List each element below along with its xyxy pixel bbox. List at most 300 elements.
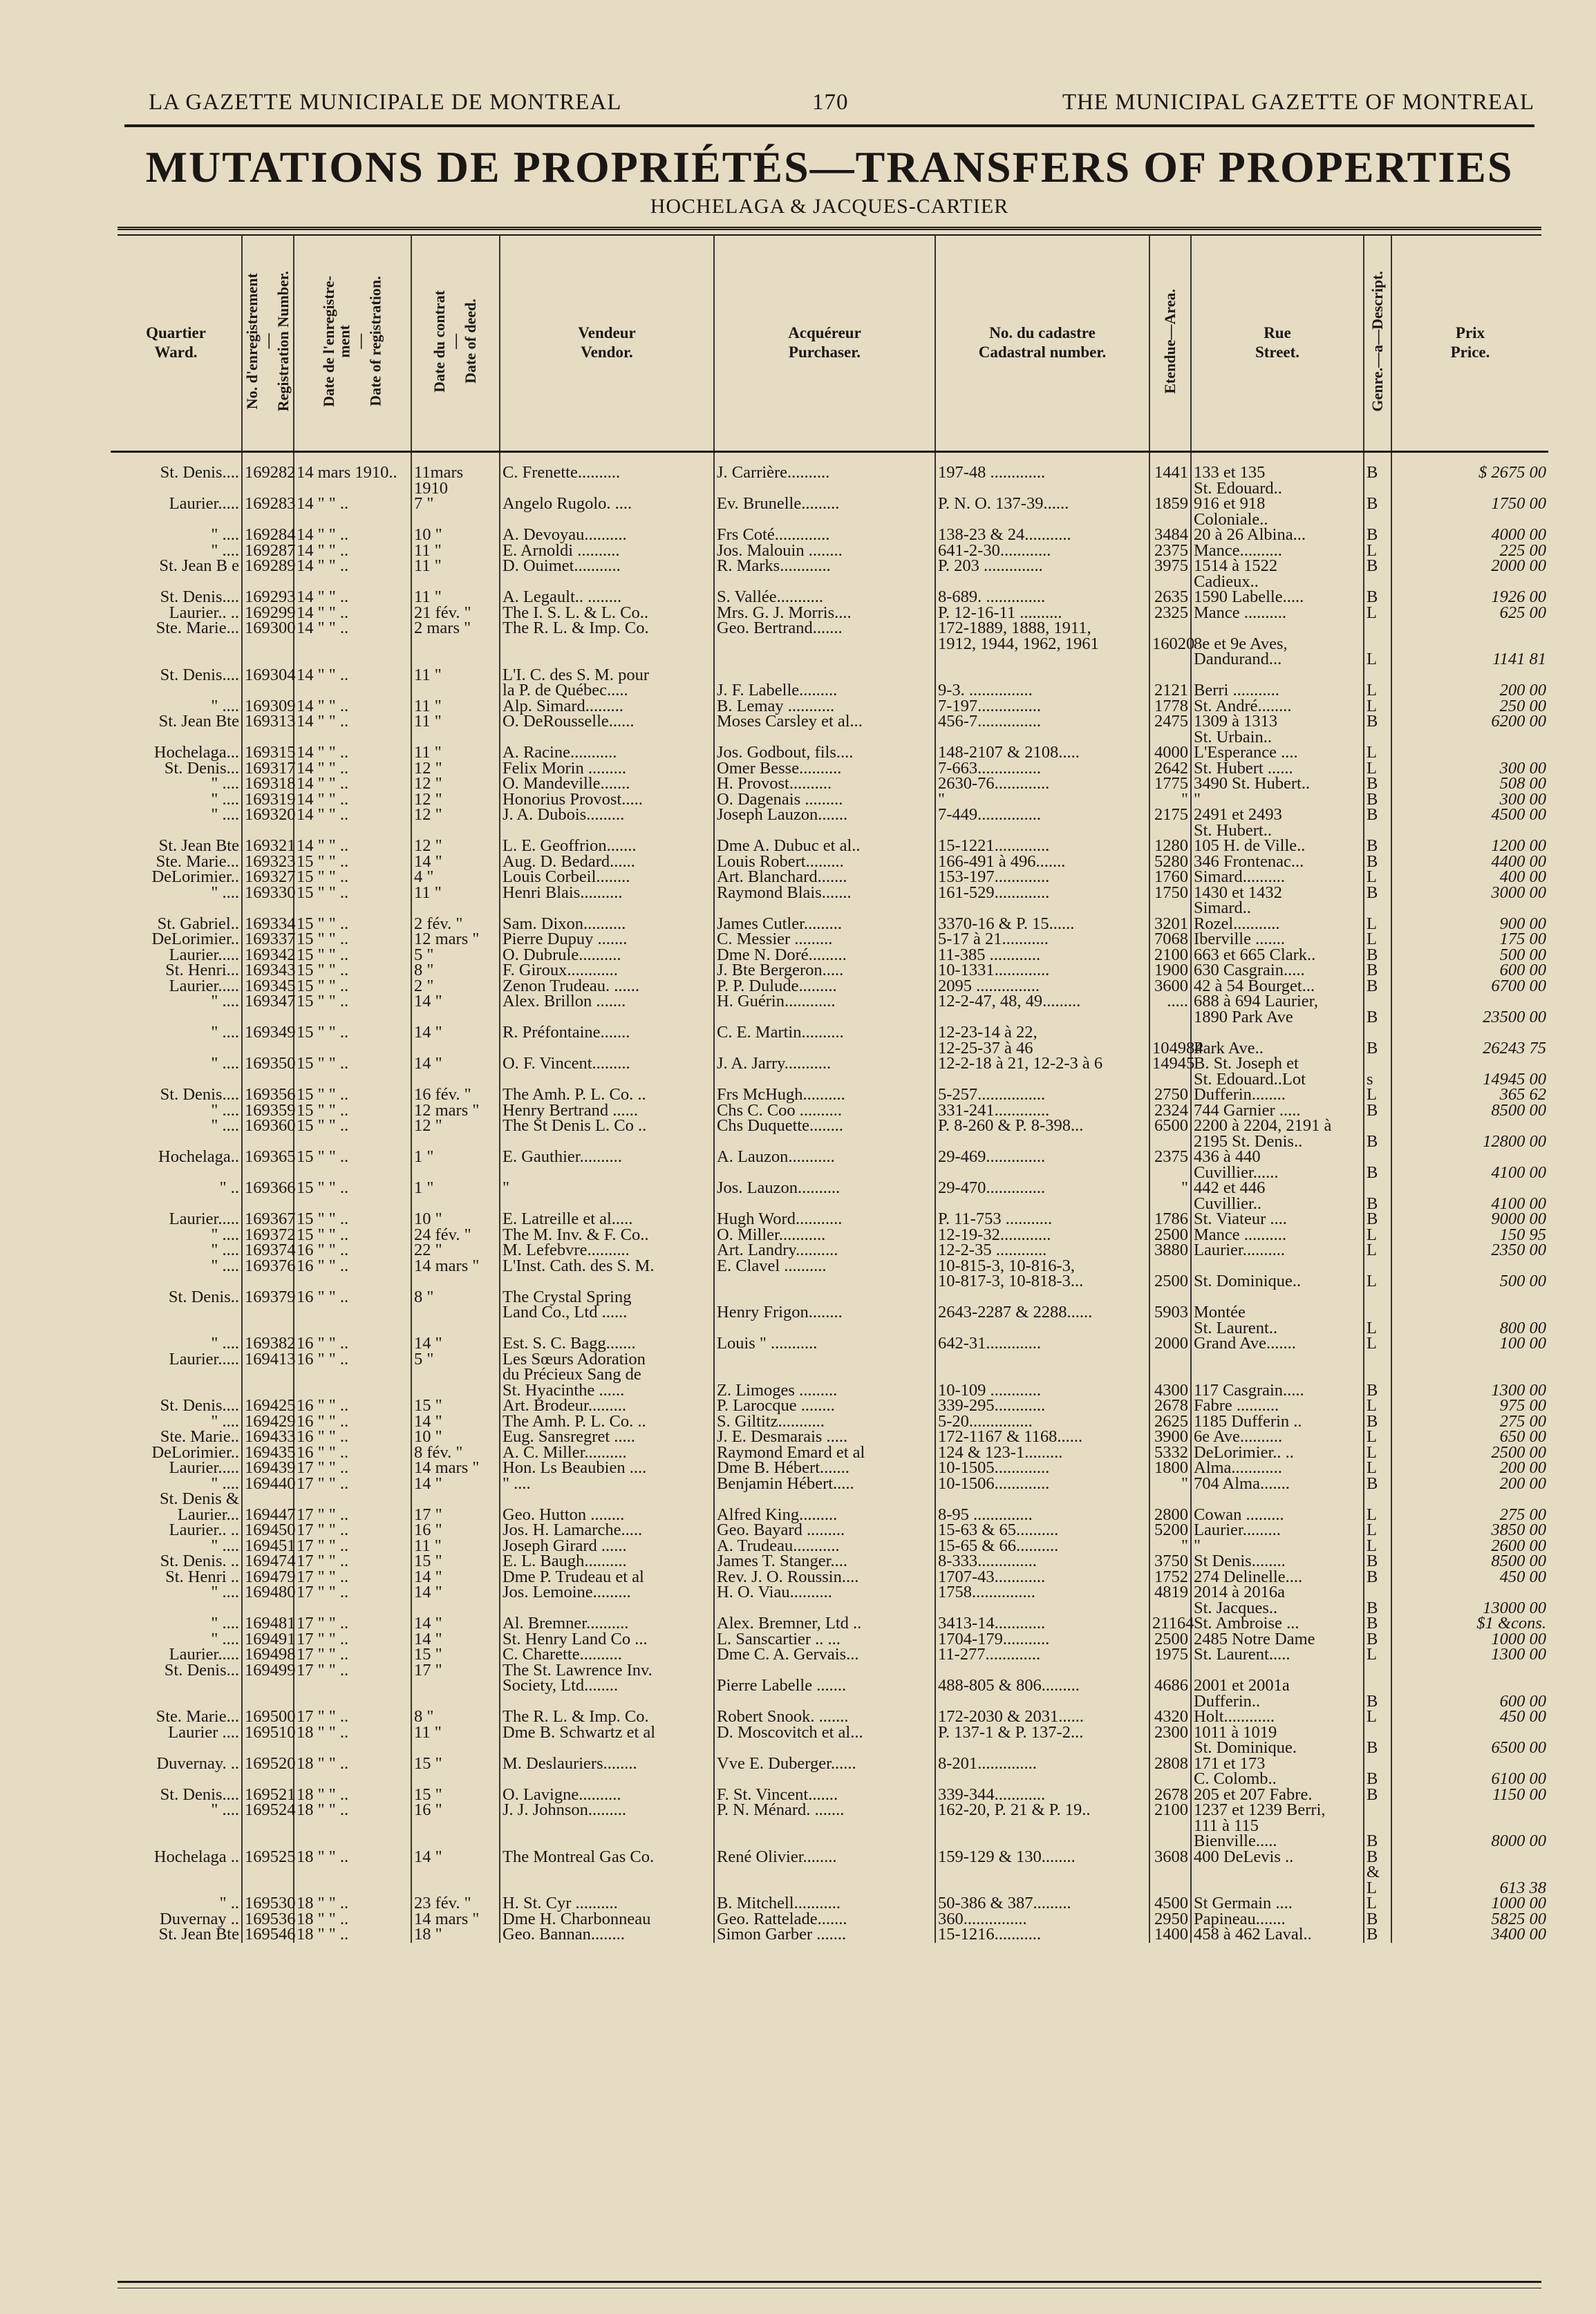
area-cell: ..... <box>1149 994 1191 1025</box>
cadastral-cell: 29-469.............. <box>935 1149 1149 1180</box>
vendor-cell: The St Denis L. Co .. <box>500 1118 714 1149</box>
purchaser-cell: A. Trudeau........... <box>714 1539 935 1554</box>
reg-number-cell: 169429 <box>242 1414 294 1430</box>
ward-cell: " .... <box>111 1103 242 1119</box>
reg-date-cell: 14 " " .. <box>294 543 411 559</box>
description-cell: L <box>1364 1445 1391 1461</box>
street-cell: Montée St. Laurent.. <box>1191 1290 1364 1337</box>
table-row <box>111 1056 1548 1087</box>
street-cell: L'Esperance .... <box>1191 745 1364 761</box>
area-cell: 4500 <box>1149 1896 1191 1912</box>
cadastral-cell: 331-241............. <box>935 1103 1149 1119</box>
street-cell: 2491 et 2493 St. Hubert.. <box>1191 807 1364 838</box>
cadastral-cell: 7-197............... <box>935 699 1149 715</box>
area-cell: 3608 <box>1149 1850 1191 1897</box>
cadastral-cell: 9-3. ............... <box>935 668 1149 699</box>
price-cell: 3850 00 <box>1491 1521 1546 1539</box>
deed-date-cell: 14 " <box>411 1476 500 1492</box>
street-cell: 630 Casgrain..... <box>1191 963 1364 979</box>
purchaser-cell: H. O. Viau.......... <box>714 1585 935 1616</box>
area-cell: 1900 <box>1149 963 1191 979</box>
table-row <box>111 1259 1548 1290</box>
purchaser-cell: Alex. Bremner, Ltd .. <box>714 1616 935 1632</box>
description-cell: B <box>1364 776 1391 792</box>
col-ward: Quartier Ward. <box>111 235 242 452</box>
street-cell: Holt............ <box>1191 1709 1364 1725</box>
area-cell: 1280 <box>1149 838 1191 854</box>
table-row <box>111 1180 1548 1212</box>
vendor-cell: J. A. Dubois......... <box>500 807 714 838</box>
street-cell: Simard.......... <box>1191 869 1364 885</box>
reg-number-cell: 169366 <box>242 1180 294 1212</box>
description-cell: B <box>1364 1149 1391 1180</box>
ward-cell: " .... <box>111 699 242 715</box>
price-cell: 150 95 <box>1499 1225 1546 1244</box>
description-cell: B <box>1364 452 1391 497</box>
purchaser-cell: Geo. Bertrand....... <box>714 621 935 668</box>
price-cell: 1750 00 <box>1491 494 1546 513</box>
description-cell: B <box>1364 948 1391 963</box>
street-cell: 688 à 694 Laurier, 1890 Park Ave <box>1191 994 1364 1025</box>
description-cell: s <box>1364 1056 1391 1087</box>
deed-date-cell: 2 fév. " <box>411 916 500 932</box>
ward-cell: " .... <box>111 1056 242 1087</box>
table-row <box>111 1756 1548 1787</box>
reg-date-cell: 15 " " .. <box>294 854 411 870</box>
description-cell: L <box>1364 1709 1391 1725</box>
table-row <box>111 621 1548 668</box>
purchaser-cell: Omer Besse.......... <box>714 761 935 777</box>
area-cell: 1800 <box>1149 1460 1191 1476</box>
purchaser-cell: Mrs. G. J. Morris.... <box>714 605 935 621</box>
price-cell: 2500 00 <box>1491 1442 1546 1462</box>
street-cell: St. Dominique.. <box>1191 1259 1364 1290</box>
purchaser-cell: Z. Limoges ......... <box>714 1352 935 1399</box>
ward-cell: " .... <box>111 885 242 916</box>
purchaser-cell: R. Marks............ <box>714 558 935 590</box>
area-cell: 1859 <box>1149 496 1191 527</box>
deed-date-cell: 17 " <box>411 1663 500 1710</box>
reg-date-cell: 14 " " .. <box>294 838 411 854</box>
purchaser-cell: Robert Snook. ....... <box>714 1709 935 1725</box>
purchaser-cell: P. N. Ménard. ....... <box>714 1803 935 1850</box>
reg-number-cell: 169289 <box>242 558 294 590</box>
description-cell: B <box>1364 496 1391 527</box>
ward-cell: St. Denis.... <box>111 1087 242 1103</box>
price-cell: 14945 00 <box>1483 1069 1546 1089</box>
reg-number-cell: 169330 <box>242 885 294 916</box>
reg-number-cell: 169433 <box>242 1429 294 1445</box>
cadastral-cell: P. 11-753 ........... <box>935 1212 1149 1227</box>
deed-date-cell: 1 " <box>411 1180 500 1212</box>
price-cell: 200 00 <box>1499 681 1546 699</box>
description-cell: B <box>1364 854 1391 870</box>
description-cell: B <box>1364 558 1391 590</box>
deed-date-cell: 14 " <box>411 1056 500 1087</box>
reg-date-cell: 17 " " .. <box>294 1476 411 1492</box>
reg-date-cell: 17 " " .. <box>294 1492 411 1523</box>
cadastral-cell: 5-17 à 21........... <box>935 932 1149 948</box>
area-cell: 2100 <box>1149 948 1191 963</box>
area-cell: 1975 <box>1149 1647 1191 1663</box>
col-reg-number: No. d'enregistrement — Registration Number. <box>242 235 294 452</box>
price-cell: 1150 00 <box>1492 1785 1546 1804</box>
col-description: Genre.—a—Descript. <box>1364 235 1391 452</box>
price-cell: 175 00 <box>1499 930 1546 948</box>
reg-number-cell: 169317 <box>242 761 294 777</box>
area-cell: 104984 <box>1149 1025 1191 1056</box>
description-cell: B <box>1364 1570 1391 1586</box>
description-cell: B <box>1364 1803 1391 1850</box>
vendor-cell: Eug. Sansregret ..... <box>500 1429 714 1445</box>
cadastral-cell: 10-815-3, 10-816-3, 10-817-3, 10-818-3... <box>935 1259 1149 1290</box>
table-row <box>111 1725 1548 1756</box>
vendor-cell: Est. S. C. Bagg....... <box>500 1336 714 1352</box>
price-cell: 1300 00 <box>1491 1645 1546 1664</box>
purchaser-cell: Frs Coté............. <box>714 527 935 543</box>
reg-date-cell: 15 " " .. <box>294 1180 411 1212</box>
price-cell: 26243 75 <box>1483 1038 1546 1057</box>
description-cell: L <box>1364 1087 1391 1103</box>
price-cell: 300 00 <box>1499 758 1546 778</box>
ward-cell: St. Jean B e <box>111 558 242 590</box>
deed-date-cell: 14 mars " <box>411 1912 500 1928</box>
deed-date-cell: 15 " <box>411 1398 500 1414</box>
ward-cell: St. Henri... <box>111 963 242 979</box>
cadastral-cell: 153-197............. <box>935 869 1149 885</box>
reg-number-cell: 169300 <box>242 621 294 668</box>
deed-date-cell: 8 fév. " <box>411 1445 500 1461</box>
vendor-cell: The Amh. P. L. Co. .. <box>500 1414 714 1430</box>
reg-number-cell: 169439 <box>242 1460 294 1476</box>
description-cell: L <box>1364 699 1391 715</box>
area-cell: " <box>1149 1539 1191 1554</box>
cadastral-cell: 488-805 & 806......... <box>935 1663 1149 1710</box>
purchaser-cell: Art. Landry.......... <box>714 1243 935 1259</box>
cadastral-cell: 3370-16 & P. 15...... <box>935 916 1149 932</box>
ward-cell: " .... <box>111 1025 242 1056</box>
cadastral-cell: 10-109 ............ <box>935 1352 1149 1399</box>
area-cell: 1778 <box>1149 699 1191 715</box>
reg-date-cell: 14 " " .. <box>294 527 411 543</box>
table-row <box>111 1663 1548 1710</box>
reg-number-cell: 169350 <box>242 1056 294 1087</box>
area-cell: 14945 <box>1149 1056 1191 1087</box>
ward-cell: Ste. Marie... <box>111 854 242 870</box>
vendor-cell: Felix Morin ......... <box>500 761 714 777</box>
table-row <box>111 558 1548 590</box>
price-cell: 2600 00 <box>1491 1536 1546 1555</box>
transfers-table <box>111 235 1548 1943</box>
cadastral-cell: 159-129 & 130........ <box>935 1850 1149 1897</box>
reg-number-cell: 169299 <box>242 605 294 621</box>
price-cell: 1200 00 <box>1491 836 1546 855</box>
price-cell: 625 00 <box>1499 603 1546 622</box>
area-cell: 3484 <box>1149 527 1191 543</box>
street-cell: 916 et 918 Coloniale.. <box>1191 496 1364 527</box>
description-cell: L <box>1364 932 1391 948</box>
description-cell: L <box>1364 1539 1391 1554</box>
cadastral-cell: 8-201.............. <box>935 1756 1149 1787</box>
price-cell: 3000 00 <box>1491 883 1546 902</box>
area-cell: 5200 <box>1149 1523 1191 1539</box>
table-row <box>111 1850 1548 1897</box>
col-street: Rue Street. <box>1191 235 1364 452</box>
header-rule <box>124 124 1534 127</box>
area-cell: 4300 <box>1149 1352 1191 1399</box>
deed-date-cell: 5 " <box>411 1352 500 1399</box>
ward-cell: " .... <box>111 1118 242 1149</box>
ward-cell: Laurier..... <box>111 1647 242 1663</box>
cadastral-cell: 148-2107 & 2108..... <box>935 745 1149 761</box>
cadastral-cell: 456-7............... <box>935 714 1149 745</box>
description-cell: B <box>1364 1476 1391 1492</box>
vendor-cell: Louis Corbeil........ <box>500 869 714 885</box>
reg-date-cell: 14 " " .. <box>294 496 411 527</box>
area-cell: 3880 <box>1149 1243 1191 1259</box>
street-cell: Mance .......... <box>1191 605 1364 621</box>
col-purchaser: Acquéreur Purchaser. <box>714 235 935 452</box>
vendor-cell: M. Deslauriers........ <box>500 1756 714 1787</box>
cadastral-cell: 172-1167 & 1168...... <box>935 1429 1149 1445</box>
purchaser-cell: Art. Blanchard....... <box>714 869 935 885</box>
reg-number-cell: 169498 <box>242 1647 294 1663</box>
description-cell: B <box>1364 1554 1391 1570</box>
street-cell: Mance .......... <box>1191 1227 1364 1243</box>
street-cell: Iberville ....... <box>1191 932 1364 948</box>
description-cell: B <box>1364 1212 1391 1227</box>
ward-cell: St. Denis... <box>111 1663 242 1710</box>
street-cell: " <box>1191 1539 1364 1554</box>
reg-number-cell: 169349 <box>242 1025 294 1056</box>
ward-cell: Laurier.. .. <box>111 1523 242 1539</box>
reg-date-cell: 15 " " .. <box>294 1118 411 1149</box>
ward-cell: Ste. Marie... <box>111 1709 242 1725</box>
cadastral-cell: 12-19-32............ <box>935 1227 1149 1243</box>
purchaser-cell: O. Miller........... <box>714 1227 935 1243</box>
cadastral-cell: 7-663............... <box>935 761 1149 777</box>
vendor-cell: Geo. Hutton ........ <box>500 1492 714 1523</box>
deed-date-cell: 17 " <box>411 1492 500 1523</box>
reg-number-cell: 169345 <box>242 979 294 995</box>
vendor-cell: Jos. H. Lamarche..... <box>500 1523 714 1539</box>
cadastral-cell: 339-344............ <box>935 1787 1149 1803</box>
col-reg-date: Date de l'enregistre- ment — Date of registration. <box>294 235 411 452</box>
reg-number-cell: 169365 <box>242 1149 294 1180</box>
ward-cell: Hochelaga... <box>111 745 242 761</box>
purchaser-cell: James Cutler......... <box>714 916 935 932</box>
deed-date-cell: 12 " <box>411 792 500 808</box>
table-row <box>111 1352 1548 1399</box>
street-cell: Mance.......... <box>1191 543 1364 559</box>
reg-number-cell: 169376 <box>242 1259 294 1290</box>
vendor-cell: O. Dubrule.......... <box>500 948 714 963</box>
reg-date-cell: 17 " " .. <box>294 1616 411 1632</box>
ward-cell: Duvernay. .. <box>111 1756 242 1787</box>
reg-date-cell: 17 " " .. <box>294 1570 411 1586</box>
vendor-cell: L. E. Geoffrion....... <box>500 838 714 854</box>
price-cell: 1141 81 <box>1492 650 1546 668</box>
ward-cell: St. Denis... <box>111 761 242 777</box>
street-cell: B. St. Joseph et St. Edouard..Lot <box>1191 1056 1364 1087</box>
deed-date-cell: 15 " <box>411 1787 500 1803</box>
reg-date-cell: 15 " " .. <box>294 979 411 995</box>
deed-date-cell: 14 " <box>411 1616 500 1632</box>
ward-cell: " .... <box>111 1476 242 1492</box>
price-cell: 8500 00 <box>1491 1552 1546 1570</box>
street-cell: Park Ave.. <box>1191 1025 1364 1056</box>
reg-date-cell: 14 " " .. <box>294 761 411 777</box>
area-cell: 5280 <box>1149 854 1191 870</box>
street-cell: St Denis........ <box>1191 1554 1364 1570</box>
ward-cell: Hochelaga.. <box>111 1149 242 1180</box>
purchaser-cell: James T. Stanger.... <box>714 1554 935 1570</box>
street-cell: 1430 et 1432 Simard.. <box>1191 885 1364 916</box>
price-cell: $ 2675 00 <box>1478 463 1546 482</box>
cadastral-cell: 2643-2287 & 2288...... <box>935 1290 1149 1337</box>
reg-number-cell: 169524 <box>242 1803 294 1850</box>
table-row <box>111 1927 1548 1943</box>
purchaser-cell: Dme A. Dubuc et al.. <box>714 838 935 854</box>
reg-number-cell: 169315 <box>242 745 294 761</box>
cadastral-cell: 7-449............... <box>935 807 1149 838</box>
deed-date-cell: 2 " <box>411 979 500 995</box>
description-cell: B <box>1364 1118 1391 1149</box>
purchaser-cell: Hugh Word........... <box>714 1212 935 1227</box>
area-cell: 2625 <box>1149 1414 1191 1430</box>
area-cell: 4819 <box>1149 1585 1191 1616</box>
price-cell: 3400 00 <box>1491 1925 1546 1944</box>
purchaser-cell: Rev. J. O. Roussin.... <box>714 1570 935 1586</box>
price-cell: 500 00 <box>1499 945 1546 964</box>
cadastral-cell: 3413-14............ <box>935 1616 1149 1632</box>
price-cell: 200 00 <box>1499 1458 1546 1477</box>
description-cell: B <box>1364 1103 1391 1119</box>
area-cell: 2808 <box>1149 1756 1191 1787</box>
purchaser-cell: Ev. Brunelle......... <box>714 496 935 527</box>
price-cell: 1926 00 <box>1491 587 1546 606</box>
reg-number-cell: 169525 <box>242 1850 294 1897</box>
ward-cell: " .. <box>111 1896 242 1912</box>
reg-number-cell: 169382 <box>242 1336 294 1352</box>
vendor-cell: E. Latreille et al..... <box>500 1212 714 1227</box>
reg-date-cell: 14 " " .. <box>294 668 411 699</box>
deed-date-cell: 12 " <box>411 761 500 777</box>
vendor-cell: L'I. C. des S. M. pour la P. de Québec..... <box>500 668 714 699</box>
reg-date-cell: 15 " " .. <box>294 1025 411 1056</box>
deed-date-cell: 11 " <box>411 714 500 745</box>
area-cell: 2475 <box>1149 714 1191 745</box>
table-row <box>111 1149 1548 1180</box>
street-cell: 436 à 440 Cuvillier...... <box>1191 1149 1364 1180</box>
area-cell: " <box>1149 792 1191 808</box>
cadastral-cell: 166-491 à 496....... <box>935 854 1149 870</box>
street-cell: 8e et 9e Aves, Dandurand... <box>1191 621 1364 668</box>
street-cell: 20 à 26 Albina... <box>1191 527 1364 543</box>
deed-date-cell: 4 " <box>411 869 500 885</box>
purchaser-cell: Raymond Blais....... <box>714 885 935 916</box>
ward-cell: " .... <box>111 1585 242 1616</box>
vendor-cell: Henri Blais.......... <box>500 885 714 916</box>
header-left: LA GAZETTE MUNICIPALE DE MONTREAL <box>149 90 622 115</box>
deed-date-cell: 14 " <box>411 854 500 870</box>
ward-cell: Ste. Marie... <box>111 621 242 668</box>
reg-number-cell: 169530 <box>242 1896 294 1912</box>
cadastral-cell: 12-2-18 à 21, 12-2-3 à 6 <box>935 1056 1149 1087</box>
reg-date-cell: 14 " " .. <box>294 792 411 808</box>
street-cell: St. Viateur .... <box>1191 1212 1364 1227</box>
deed-date-cell: 10 " <box>411 1212 500 1227</box>
reg-number-cell: 169323 <box>242 854 294 870</box>
cadastral-cell: 15-63 & 65.......... <box>935 1523 1149 1539</box>
reg-number-cell: 169321 <box>242 838 294 854</box>
description-cell: B <box>1364 838 1391 854</box>
ward-cell: " .. <box>111 1180 242 1212</box>
vendor-cell: O. DeRousselle...... <box>500 714 714 745</box>
vendor-cell: " .... <box>500 1476 714 1492</box>
area-cell: 2678 <box>1149 1398 1191 1414</box>
ward-cell: " .... <box>111 807 242 838</box>
description-cell: B <box>1364 963 1391 979</box>
reg-date-cell: 15 " " .. <box>294 1227 411 1243</box>
cadastral-cell: 12-2-35 ............ <box>935 1243 1149 1259</box>
col-cadastral: No. du cadastre Cadastral number. <box>935 235 1149 452</box>
description-cell: B <box>1364 1616 1391 1632</box>
price-cell: 100 00 <box>1499 1334 1546 1353</box>
ward-cell: St. Denis.... <box>111 668 242 699</box>
description-cell: L <box>1364 1336 1391 1352</box>
description-cell: L <box>1364 761 1391 777</box>
cadastral-cell: P. 137-1 & P. 137-2... <box>935 1725 1149 1756</box>
table-row <box>111 1585 1548 1616</box>
street-cell: 1011 à 1019 St. Dominique. <box>1191 1725 1364 1756</box>
reg-number-cell: 169320 <box>242 807 294 838</box>
street-cell: Laurier......... <box>1191 1523 1364 1539</box>
purchaser-cell: René Olivier........ <box>714 1850 935 1897</box>
table-row <box>111 452 1548 497</box>
description-cell: L <box>1364 605 1391 621</box>
street-cell: 400 DeLevis .. <box>1191 1850 1364 1897</box>
reg-number-cell: 169343 <box>242 963 294 979</box>
transfers-body <box>111 452 1548 1943</box>
price-cell: 225 00 <box>1499 540 1546 560</box>
ward-cell: " .... <box>111 792 242 808</box>
reg-date-cell: 16 " " .. <box>294 1429 411 1445</box>
purchaser-cell: A. Lauzon........... <box>714 1149 935 1180</box>
reg-date-cell: 17 " " .. <box>294 1523 411 1539</box>
purchaser-cell: D. Moscovitch et al... <box>714 1725 935 1756</box>
area-cell: 2000 <box>1149 1336 1191 1352</box>
cadastral-cell: 15-1216........... <box>935 1927 1149 1943</box>
reg-number-cell: 169337 <box>242 932 294 948</box>
ward-cell: DeLorimier.. <box>111 869 242 885</box>
vendor-cell: The R. L. & Imp. Co. <box>500 621 714 668</box>
reg-number-cell: 169356 <box>242 1087 294 1103</box>
ward-cell: " .... <box>111 1632 242 1648</box>
deed-date-cell: 14 " <box>411 994 500 1025</box>
price-cell: 4400 00 <box>1491 852 1546 871</box>
street-cell: 744 Garnier ..... <box>1191 1103 1364 1119</box>
description-cell: L <box>1364 1523 1391 1539</box>
area-cell: 2642 <box>1149 761 1191 777</box>
area-cell: 2324 <box>1149 1103 1191 1119</box>
street-cell: Dufferin........ <box>1191 1087 1364 1103</box>
area-cell: " <box>1149 1476 1191 1492</box>
vendor-cell: The Amh. P. L. Co. .. <box>500 1087 714 1103</box>
deed-date-cell: 21 fév. " <box>411 605 500 621</box>
col-vendor: Vendeur Vendor. <box>500 235 714 452</box>
description-cell: B <box>1364 1352 1391 1399</box>
